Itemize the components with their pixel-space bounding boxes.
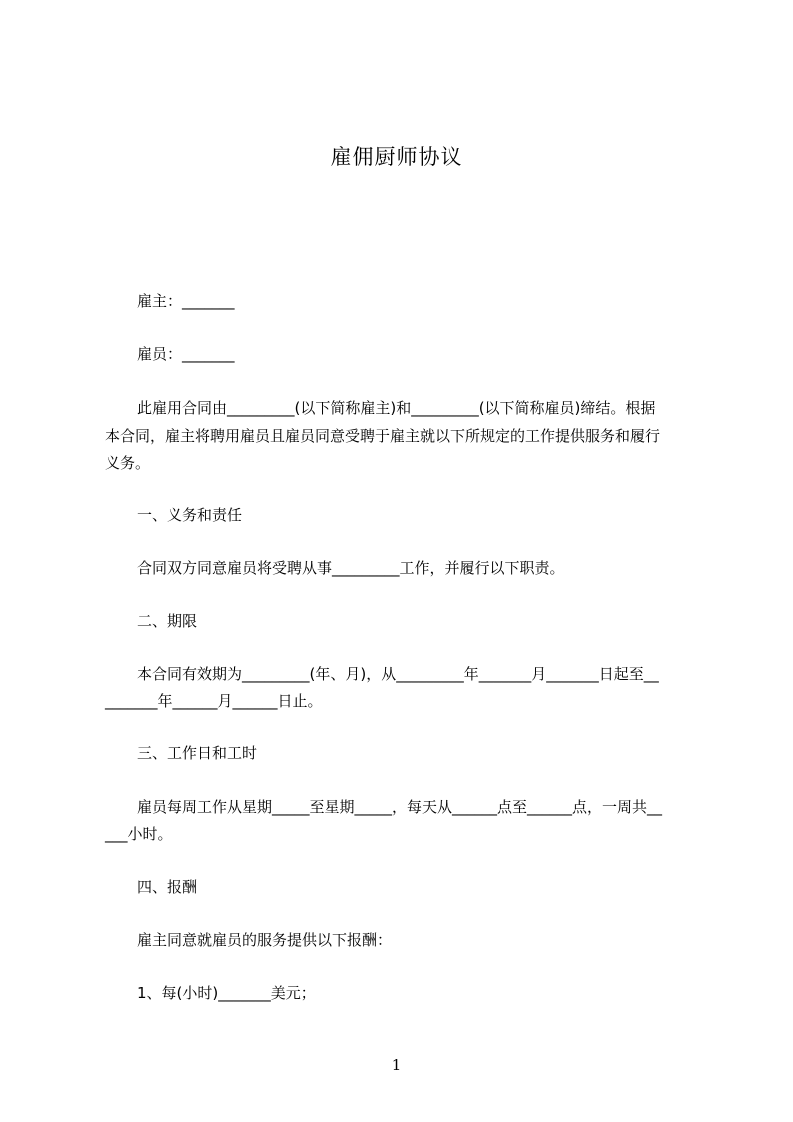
section-3-line-2: ___小时。 — [105, 825, 173, 843]
employee-line: 雇员：_______ — [137, 345, 235, 363]
page-number: 1 — [391, 1056, 402, 1074]
section-2-heading: 二、期限 — [137, 612, 198, 630]
section-4-heading: 四、报酬 — [137, 878, 198, 896]
section-3-line-1: 雇员每周工作从星期_____至星期_____，每天从______点至______点，一周共__ — [137, 798, 663, 816]
section-1-text: 合同双方同意雇员将受聘从事_________工作，并履行以下职责。 — [137, 559, 565, 577]
section-2-line-2: _______年______月______日止。 — [105, 692, 323, 710]
employer-line: 雇主：_______ — [137, 292, 235, 310]
section-1-heading: 一、义务和责任 — [137, 506, 243, 524]
section-2-line-1: 本合同有效期为_________(年、月)，从_________年_______月_______日起至__ — [137, 665, 659, 683]
intro-line-3: 义务。 — [105, 454, 151, 472]
intro-line-1: 此雇用合同由_________(以下简称雇主)和_________(以下简称雇员)缔结。根据 — [137, 399, 656, 417]
section-4-item-1: 1、每(小时)_______美元； — [137, 984, 316, 1002]
intro-line-2: 本合同，雇主将聘用雇员且雇员同意受聘于雇主就以下所规定的工作提供服务和履行 — [105, 427, 661, 445]
section-4-text: 雇主同意就雇员的服务提供以下报酬： — [137, 931, 393, 949]
section-3-heading: 三、工作日和工时 — [137, 744, 258, 762]
document-title: 雇佣厨师协议 — [330, 145, 463, 169]
